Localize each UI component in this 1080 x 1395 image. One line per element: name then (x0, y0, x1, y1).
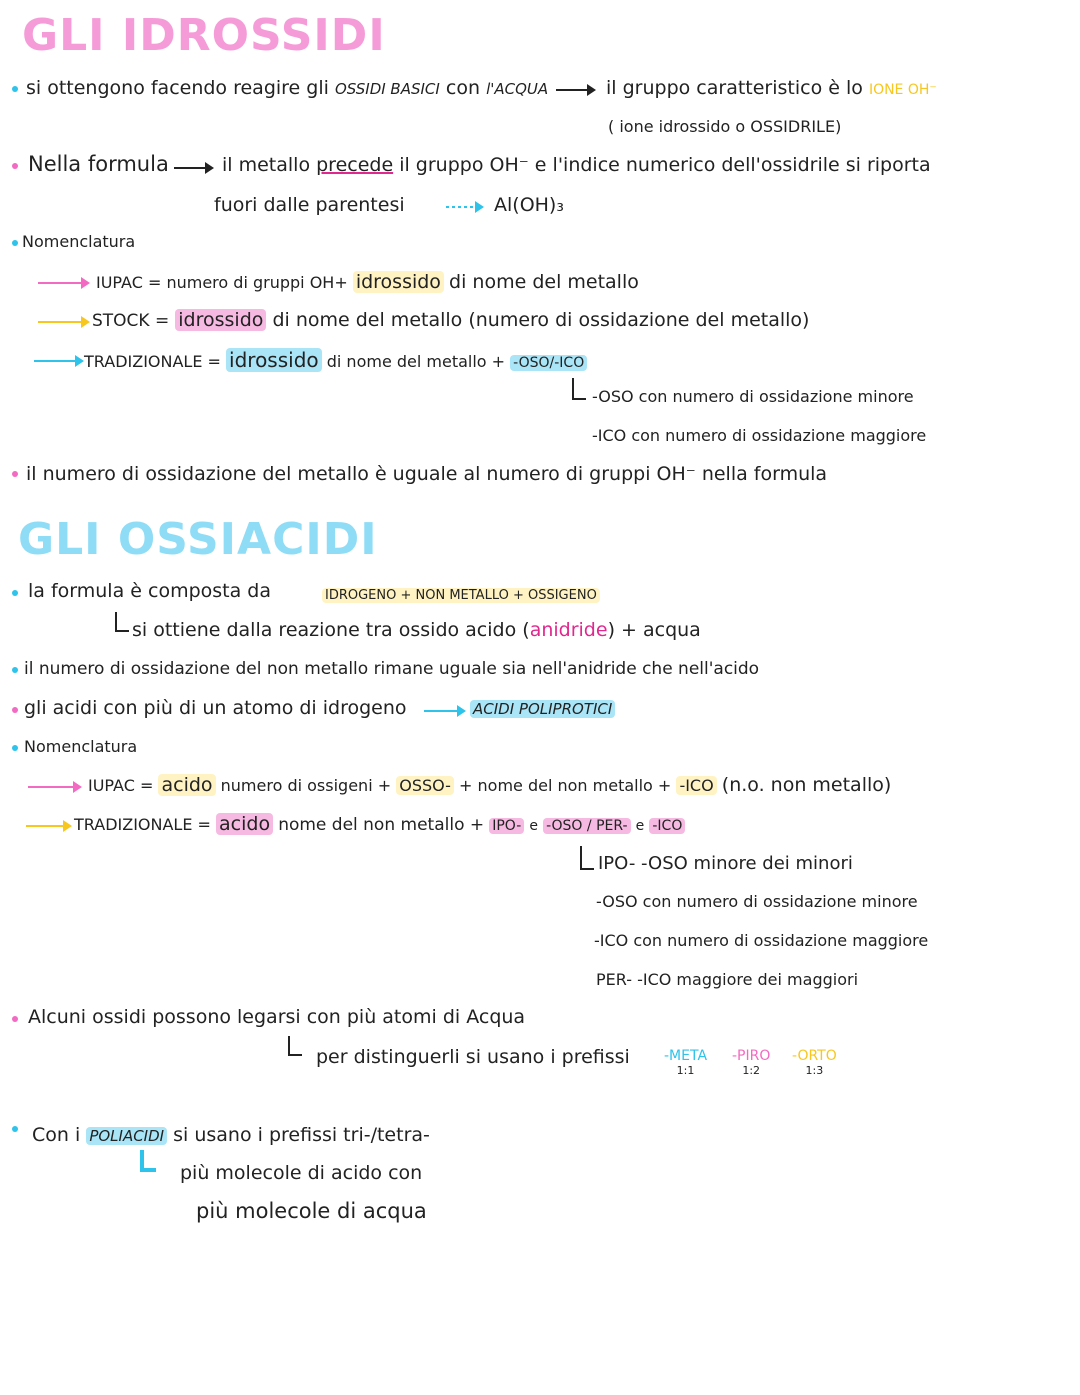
idrossidi-ico: -ICO con numero di ossidazione maggiore (592, 426, 927, 445)
text: di nome del metallo + (326, 352, 506, 371)
ione-oh-label: IONE OH⁻ (868, 82, 937, 98)
text: OSSIDI BASICI (334, 80, 440, 98)
text: si ottengono facendo reagire gli (26, 77, 329, 99)
idrossidi-line-2-end (222, 154, 931, 176)
formula-composition (322, 584, 600, 603)
ossiacidi-line-5 (32, 1124, 430, 1146)
ossiacidi-line-5c: più molecole di acqua (196, 1199, 427, 1223)
ossiacidi-ipo: IPO- -OSO minore dei minori (598, 853, 853, 874)
idrossidi-line-1 (26, 77, 548, 99)
text: il gruppo OH⁻ e l'indice numerico dell'ossidrile si riporta (399, 154, 931, 176)
text: numero di ossigeni + (220, 776, 392, 795)
idrossido-word: idrossido (175, 309, 266, 331)
text: di nome del metallo (numero di ossidazione del metallo) (272, 309, 810, 331)
ossiacidi-line-3 (24, 697, 407, 719)
text: ) + acqua (607, 619, 701, 641)
ossiacidi-line-5b: più molecole di acido con (180, 1162, 423, 1184)
ossiacidi-oso: -OSO con numero di ossidazione minore (596, 892, 918, 911)
bullet-dot (12, 667, 18, 673)
text: STOCK = (92, 311, 170, 331)
section-title-ossiacidi: GLI OSSIACIDI (18, 514, 378, 565)
bullet-dot (12, 471, 18, 477)
arrow-icon (38, 282, 88, 284)
prefix-orto (792, 1048, 837, 1077)
ossiacidi-tradizionale (74, 813, 685, 835)
ossiacidi-iupac (88, 774, 891, 796)
text: gli acidi con più di un atomo di idrogeno (24, 697, 407, 719)
prefix-piro (732, 1048, 770, 1077)
text: si usano i prefissi tri-/tetra- (173, 1124, 430, 1146)
text: TRADIZIONALE = (74, 815, 211, 834)
idrossidi-line-2b (214, 194, 405, 216)
idrossidi-iupac (96, 271, 639, 293)
hook-line (580, 846, 594, 870)
text: e (635, 818, 645, 834)
acidi-poliprotici (470, 699, 615, 718)
meta-label: -META (664, 1048, 708, 1064)
text: TRADIZIONALE = (84, 352, 221, 371)
arrow-icon (424, 710, 464, 712)
text: IUPAC = (88, 776, 154, 795)
nomenclatura-title: Nomenclatura (22, 232, 136, 251)
text: la formula è composta da (28, 580, 271, 602)
ossiacidi-ico: -ICO con numero di ossidazione maggiore (594, 931, 929, 950)
ossiacidi-line-4b: per distinguerli si usano i prefissi (316, 1046, 630, 1068)
ico-suffix: -ICO (676, 776, 716, 795)
idrossido-word: idrossido (226, 348, 322, 372)
idrossido-word: idrossido (353, 271, 444, 293)
idrossidi-stock (92, 309, 809, 331)
idrossidi-line-2 (28, 152, 169, 176)
precede-word: precede (316, 154, 394, 176)
hook-line (288, 1036, 302, 1056)
arrow-icon (28, 786, 80, 788)
hook-line (115, 612, 129, 632)
text: il metallo (222, 154, 311, 176)
text: (n.o. non metallo) (721, 774, 892, 796)
anidride-word: anidride (529, 619, 608, 641)
text: Con i (32, 1124, 81, 1146)
ossiacidi-line-4: Alcuni ossidi possono legarsi con più atomi di Acqua (28, 1006, 526, 1028)
meta-ratio: 1:1 (676, 1064, 695, 1077)
arrow-icon (446, 206, 482, 208)
arrow-icon (34, 360, 82, 362)
orto-label: -ORTO (792, 1048, 837, 1064)
idrossidi-line-1b: ( ione idrossido o OSSIDRILE) (608, 117, 842, 136)
bullet-dot (12, 240, 18, 246)
idrogeno-nonmetallo-ossigeno: IDROGENO + NON METALLO + OSSIGENO (322, 588, 600, 603)
hook-line (140, 1150, 156, 1172)
idrossidi-line-1-end (606, 77, 937, 99)
ossiacidi-line-1b (132, 619, 701, 641)
arrow-icon (556, 89, 594, 91)
text: fuori dalle parentesi (214, 194, 405, 216)
acido-word: acido (216, 813, 273, 835)
prefix-meta (664, 1048, 707, 1077)
arrow-icon (38, 321, 88, 323)
ipo-prefix: IPO- (489, 818, 524, 834)
bullet-dot (12, 590, 18, 596)
bullet-dot (12, 86, 18, 92)
oso-per-affix: -OSO / PER- (543, 818, 630, 834)
idrossidi-oso: -OSO con numero di ossidazione minore (592, 387, 914, 406)
ossiacidi-line-2: il numero di ossidazione del non metallo rimane uguale sia nell'anidride che nell'acido (24, 659, 760, 679)
nomenclatura-title: Nomenclatura (24, 737, 138, 756)
hook-line (572, 378, 586, 400)
acido-word: acido (158, 774, 215, 796)
ossiacidi-line-1 (28, 580, 271, 602)
bullet-dot (12, 745, 18, 751)
bullet-dot (12, 1126, 18, 1132)
text: nome del non metallo + (278, 815, 485, 835)
text: Nella formula (28, 152, 169, 176)
text: e (529, 818, 538, 834)
text: di nome del metallo (449, 271, 639, 293)
acidi-poliprotici-label: ACIDI POLIPROTICI (470, 700, 615, 718)
arrow-icon (26, 825, 70, 827)
oso-ico-suffix: -OSO/-ICO (510, 355, 587, 371)
text: con (445, 77, 481, 99)
ossiacidi-per: PER- -ICO maggiore dei maggiori (596, 970, 859, 989)
text: si ottiene dalla reazione tra ossido acido ( (132, 619, 530, 641)
formula-al-oh3: Al(OH)₃ (494, 194, 564, 216)
orto-ratio: 1:3 (805, 1064, 824, 1077)
ico-suffix: -ICO (649, 818, 685, 834)
idrossidi-line-3: il numero di ossidazione del metallo è uguale al numero di gruppi OH⁻ nella formula (26, 463, 828, 485)
piro-ratio: 1:2 (742, 1064, 761, 1077)
idrossidi-tradizionale (84, 348, 587, 372)
bullet-dot (12, 1016, 18, 1022)
text: il gruppo caratteristico è lo (606, 77, 863, 99)
text: l'ACQUA (486, 80, 549, 98)
bullet-dot (12, 163, 18, 169)
poliacidi-label: POLIACIDI (86, 1127, 167, 1145)
bullet-dot (12, 707, 18, 713)
text: IUPAC = numero di gruppi OH+ (96, 273, 348, 292)
arrow-icon (174, 167, 212, 169)
piro-label: -PIRO (732, 1048, 771, 1064)
osso-prefix: OSSO- (396, 776, 454, 795)
section-title-idrossidi: GLI IDROSSIDI (22, 10, 386, 61)
text: + nome del non metallo + (459, 776, 672, 795)
